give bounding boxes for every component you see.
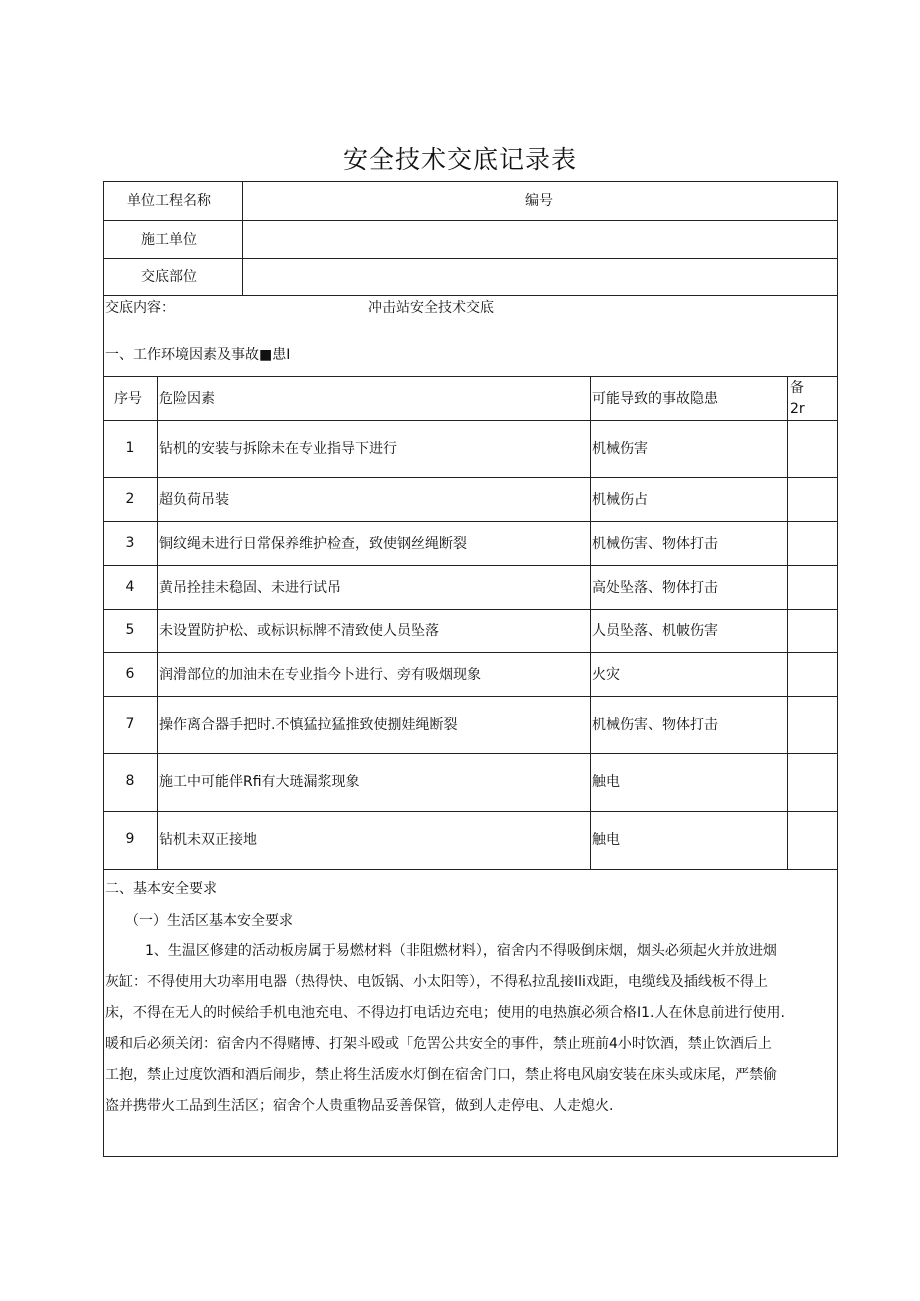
divider <box>242 181 243 295</box>
row-no: 4 <box>125 579 135 595</box>
content-label: 交底内容： <box>105 300 175 316</box>
column-header-risk: 可能导致的事故隐患 <box>592 391 718 407</box>
row-factor: 未设置防护松、或标识标牌不清致使人员坠落 <box>159 623 439 639</box>
divider <box>103 652 838 653</box>
row-factor: 钻机未双正接地 <box>159 832 257 848</box>
row-no: 2 <box>125 491 135 507</box>
section1-heading: 一、工作环境因素及事故■患I <box>105 347 291 363</box>
divider <box>103 609 838 610</box>
divider <box>103 220 838 221</box>
divider <box>103 869 838 870</box>
column-header-remark-2: 2r <box>790 401 805 417</box>
divider <box>103 696 838 697</box>
paragraph-line: 床，不得在无人的时候给手机电池充电、不得边打电话边充电；使用的电热旗必须合格I1.人在休息前进行使用. <box>105 1005 785 1021</box>
construction-unit-label: 施工单位 <box>141 232 197 248</box>
divider <box>103 258 838 259</box>
row-risk: 机械伤占 <box>592 492 648 508</box>
row-no: 6 <box>125 666 135 682</box>
paragraph-line: 暖和后必须关闭：宿舍内不得赌博、打架斗殴或「危罟公共安全的事件，禁止班前4小时饮酒，禁止饮酒后上 <box>105 1036 772 1052</box>
row-risk: 高处坠落、物体打击 <box>592 580 718 596</box>
divider <box>787 376 788 869</box>
content-subject: 冲击站安全技术交底 <box>368 300 494 316</box>
divider <box>103 811 838 812</box>
row-risk: 人员坠落、机帔伤害 <box>592 623 718 639</box>
row-no: 1 <box>125 440 135 456</box>
row-no: 3 <box>125 535 135 551</box>
row-no: 7 <box>125 716 135 732</box>
row-risk: 机械伤害、物体打击 <box>592 536 718 552</box>
row-factor: 操作离合器手把时.不慎猛拉猛推致使捌娃绳断裂 <box>159 717 458 733</box>
divider <box>103 753 838 754</box>
divider <box>590 376 591 869</box>
paragraph-line: 1、生温区修建的活动板房属于易燃材料（非阻燃材料），宿舍内不得吸倒床烟，烟头必须起火并放进烟 <box>145 943 777 959</box>
divider <box>103 565 838 566</box>
paragraph-line: 盗并携带火工品到生活区；宿舍个人贵重物品妥善保管，做到人走停电、人走熄火. <box>105 1098 614 1114</box>
row-risk: 触电 <box>592 832 620 848</box>
row-factor: 施工中可能伴Rfi有大琏漏浆现象 <box>159 774 360 790</box>
row-factor: 铜纹绳未进行日常保养维护检查，致使钢丝绳断裂 <box>159 536 467 552</box>
column-header-factor: 危险因素 <box>159 391 215 407</box>
column-header-no: 序号 <box>114 391 142 407</box>
paragraph-line: 灰缸：不得使用大功率用电器（热得快、电饭锅、小太阳等），不得私拉乱接Ili戏距，电缆线及插线板不得上 <box>105 974 768 990</box>
project-name-label: 单位工程名称 <box>127 193 211 209</box>
divider <box>103 420 838 421</box>
row-risk: 机械伤害、物体打击 <box>592 717 718 733</box>
row-no: 9 <box>125 831 135 847</box>
section2-heading: 二、基本安全要求 <box>105 881 217 897</box>
row-factor: 超负荷吊装 <box>159 492 229 508</box>
number-label: 编号 <box>525 193 553 209</box>
row-factor: 黄吊拴挂未稳固、未进行试吊 <box>159 580 341 596</box>
paragraph-line: 工抱，禁止过度饮酒和酒后闹步，禁止将生活废水灯倒在宿舍门口，禁止将电风扇安装在床头或床尾，严禁偷 <box>105 1067 777 1083</box>
divider <box>103 376 838 377</box>
row-no: 5 <box>125 622 135 638</box>
divider <box>103 295 838 296</box>
document-title: 安全技术交底记录表 <box>342 145 577 174</box>
subsection1-heading: （一）生活区基本安全要求 <box>125 913 293 929</box>
row-risk: 机械伤害 <box>592 441 648 457</box>
column-header-remark: 备 <box>790 380 804 396</box>
divider <box>103 521 838 522</box>
row-risk: 触电 <box>592 774 620 790</box>
divider <box>157 376 158 869</box>
row-no: 8 <box>125 773 135 789</box>
row-factor: 润滑部位的加油未在专业指今卜进行、旁有吸烟现象 <box>159 667 481 683</box>
row-factor: 钻机的安装与拆除未在专业指导下进行 <box>159 441 397 457</box>
row-risk: 火灾 <box>592 667 620 683</box>
divider <box>103 477 838 478</box>
handover-location-label: 交底部位 <box>141 269 197 285</box>
